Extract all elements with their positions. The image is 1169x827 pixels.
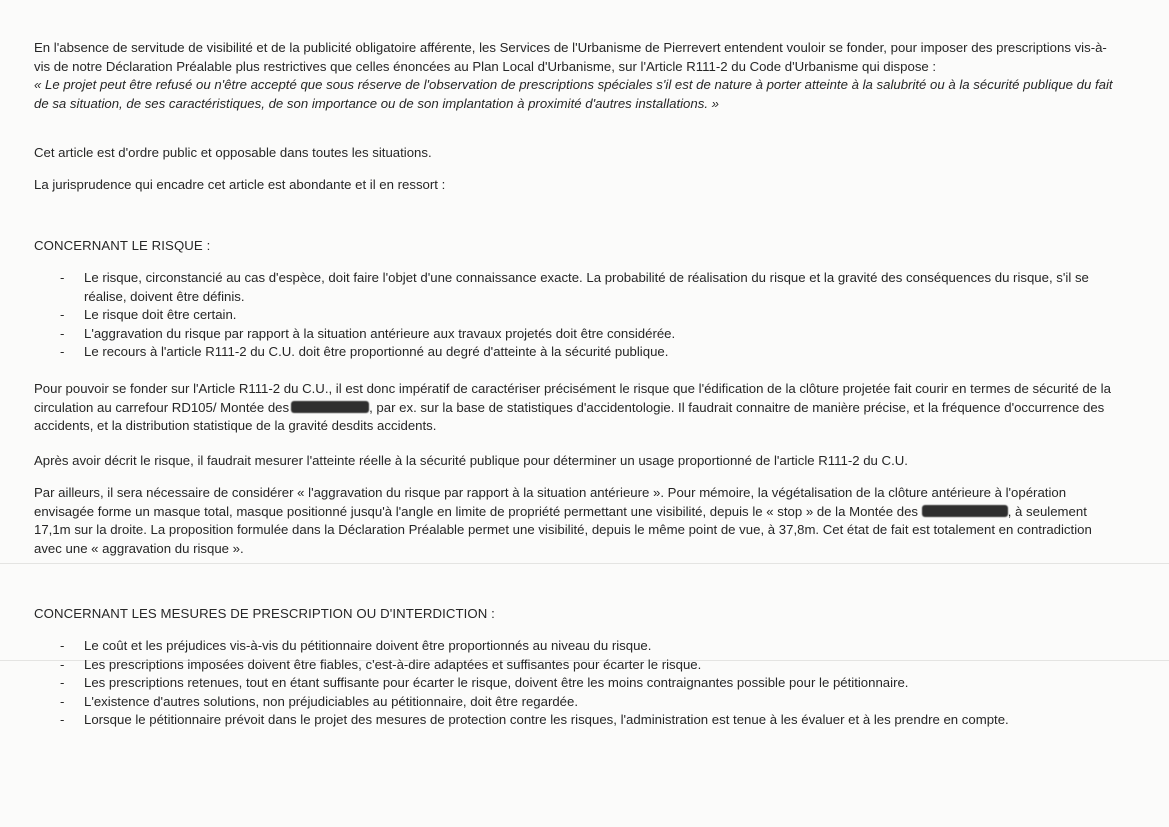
list-item: - Lorsque le pétitionnaire prévoit dans le projet des mesures de protection contre les risques, l'administration est tenue à les évaluer et à les prendre en compte. <box>34 711 1114 730</box>
characterise-risk-paragraph: Pour pouvoir se fonder sur l'Article R111-2 du C.U., il est donc impératif de caractériser précisément le risque que l'édification de la clôture projetée fait courir en termes de sécurité de la circulation au carrefour RD105/ Montée des , par ex. sur la base de statistiques d'accidentologie. Il faudrait connaitre de manière précise, et la fréquence d'occurrence des accidents, et la distribution statistique de la gravité desdits accidents. <box>34 381 1111 433</box>
dash-bullet: - <box>60 656 65 672</box>
list-item: - Le risque, circonstancié au cas d'espèce, doit faire l'objet d'une connaissance exacte. La probabilité de réalisation du risque et la gravité des conséquences du risque, s'il se réalise, doivent être définis. <box>60 270 1089 304</box>
dash-bullet: - <box>60 344 65 359</box>
dash-bullet: - <box>60 712 65 727</box>
public-order-paragraph: Cet article est d'ordre public et opposable dans toutes les situations. <box>34 145 432 160</box>
jurisprudence-paragraph: La jurisprudence qui encadre cet article est abondante et il en ressort : <box>34 177 446 192</box>
list-item: - L'aggravation du risque par rapport à la situation antérieure aux travaux projetés doit être considérée. <box>34 325 1114 344</box>
list-item: - Le risque doit être certain. <box>34 306 1114 325</box>
intro-text: En l'absence de servitude de visibilité et de la publicité obligatoire afférente, les Services de l'Urbanisme de Pierrevert entendent vouloir se fonder, pour imposer des prescriptions vis-à-vis de notre Déclaration Préalable plus restrictives que celles énoncées au Plan Local d'Urbanisme, sur l'Article R111-2 du Code d'Urbanisme qui dispose : <box>34 40 1107 74</box>
risk-list <box>34 269 1114 362</box>
dash-bullet: - <box>60 270 65 285</box>
list-item: - Le recours à l'article R111-2 du C.U. doit être proportionné au degré d'atteinte à la sécurité publique. <box>34 343 1114 362</box>
redaction-mark <box>291 401 369 413</box>
dash-bullet: - <box>60 307 65 322</box>
dash-bullet: - <box>60 638 65 653</box>
measures-heading: CONCERNANT LES MESURES DE PRESCRIPTION OU D'INTERDICTION : <box>34 606 495 621</box>
dash-bullet: - <box>60 693 65 709</box>
measure-impact-paragraph: Après avoir décrit le risque, il faudrait mesurer l'atteinte réelle à la sécurité publique pour déterminer un usage proportionné de l'article R111-2 du C.U. <box>34 453 908 468</box>
list-item: - Le coût et les préjudices vis-à-vis du pétitionnaire doivent être proportionnés au niveau du risque. <box>34 637 1114 656</box>
article-quote: « Le projet peut être refusé ou n'être accepté que sous réserve de l'observation de prescriptions spéciales s'il est de nature à porter atteinte à la salubrité ou à la sécurité publique du fait de sa situation, de ses caractéristiques, de son importance ou de son implantation à proximité d'autres installations. » <box>34 77 1113 111</box>
measures-list <box>34 637 1114 730</box>
scan-artifact-line <box>0 563 1169 564</box>
list-item: - Les prescriptions retenues, tout en étant suffisante pour écarter le risque, doivent être les moins contraignantes possible pour le pétitionnaire. <box>34 674 1114 693</box>
aggravation-paragraph: Par ailleurs, il sera nécessaire de considérer « l'aggravation du risque par rapport à la situation antérieure ». Pour mémoire, la végétalisation de la clôture antérieure à l'opération envisagée forme un masque total, masque positionné jusqu'à l'angle en limite de propriété permettant une visibilité, depuis le « stop » de la Montée des , à seulement 17,1m sur la droite. La proposition formulée dans la Déclaration Préalable permet une visibilité, depuis le même point de vue, à 37,8m. Cet état de fait est totalement en contradiction avec une « aggravation du risque ». <box>34 485 1092 556</box>
redaction-mark <box>922 505 1008 517</box>
list-item: - Les prescriptions imposées doivent être fiables, c'est-à-dire adaptées et suffisantes pour écarter le risque. <box>34 656 1114 675</box>
list-item: - L'existence d'autres solutions, non préjudiciables au pétitionnaire, doit être regardée. <box>34 693 1114 712</box>
intro-paragraph <box>34 39 1114 113</box>
dash-bullet: - <box>60 675 65 690</box>
dash-bullet: - <box>60 325 65 341</box>
risk-heading: CONCERNANT LE RISQUE : <box>34 238 211 253</box>
